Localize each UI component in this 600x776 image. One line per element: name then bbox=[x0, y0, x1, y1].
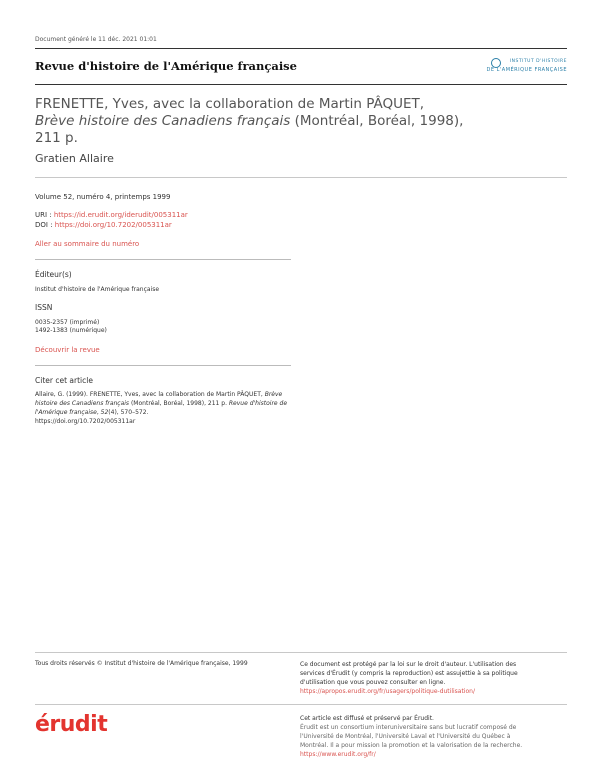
citation-text bbox=[35, 390, 295, 426]
toc-link[interactable]: Aller au sommaire du numéro bbox=[35, 240, 140, 248]
journal-title: Revue d'histoire de l'Amérique française bbox=[35, 59, 297, 73]
copyright-notice bbox=[300, 660, 565, 696]
citation-book: Brève histoire des Canadiens français bbox=[35, 391, 283, 407]
title-publisher: (Montréal, Boréal, 1998), bbox=[290, 113, 464, 129]
seal-line2: DE L'AMÉRIQUE FRANÇAISE bbox=[486, 67, 567, 73]
copyright-line3: d'utilisation que vous pouvez consulter en ligne. bbox=[300, 679, 446, 686]
doi-link[interactable]: https://doi.org/10.7202/005311ar bbox=[54, 221, 172, 229]
about-line1: Érudit est un consortium interuniversitaire sans but lucratif composé de bbox=[300, 724, 517, 731]
uri-line bbox=[35, 211, 188, 219]
title-line2 bbox=[35, 113, 555, 130]
publisher-name: Institut d'histoire de l'Amérique française bbox=[35, 286, 160, 293]
citation-journal: Revue d'histoire de l'Amérique française bbox=[35, 400, 288, 416]
diffused-line: Cet article est diffusé et préservé par Érudit. bbox=[300, 715, 434, 722]
erudit-about bbox=[300, 714, 565, 759]
citation-url: https://doi.org/10.7202/005311ar bbox=[35, 418, 136, 425]
issn-label: ISSN bbox=[35, 303, 53, 312]
copyright-line1: Ce document est protégé par la loi sur le droit d'auteur. L'utilisation des bbox=[300, 661, 517, 668]
institute-logo bbox=[487, 57, 567, 79]
cite-label: Citer cet article bbox=[35, 376, 93, 385]
citation-part1: Allaire, G. (1999). FRENETTE, Yves, avec la collaboration de Martin PÂQUET, bbox=[35, 391, 263, 398]
citation-part2: (Montréal, Boréal, 1998), 211 p. bbox=[129, 400, 229, 407]
policy-link[interactable]: https://apropos.erudit.org/fr/usagers/politique-dutilisation/ bbox=[300, 688, 475, 695]
erudit-link[interactable]: https://www.erudit.org/fr/ bbox=[300, 751, 376, 758]
citation-part4: (4), 570–572. bbox=[108, 409, 149, 416]
issn-print: 0035-2357 (imprimé) bbox=[35, 319, 100, 326]
section-rule bbox=[35, 259, 291, 260]
publisher-label: Éditeur(s) bbox=[35, 270, 72, 279]
author-name: Gratien Allaire bbox=[35, 152, 114, 165]
erudit-logo: érudit bbox=[35, 712, 108, 737]
doi-label: DOI : bbox=[35, 221, 55, 229]
footer-rule bbox=[35, 652, 567, 653]
top-rule bbox=[35, 48, 567, 49]
citation-part3: , bbox=[96, 409, 101, 416]
seal-line1: INSTITUT D'HISTOIRE bbox=[509, 59, 567, 64]
about-line3: Montréal. Il a pour mission la promotion et la valorisation de la recherche. bbox=[300, 742, 523, 749]
volume-info: Volume 52, numéro 4, printemps 1999 bbox=[35, 193, 171, 201]
doi-line bbox=[35, 221, 172, 229]
uri-link[interactable]: https://id.erudit.org/iderudit/005311ar bbox=[53, 211, 188, 219]
issn-digital: 1492-1383 (numérique) bbox=[35, 327, 107, 334]
book-title: Brève histoire des Canadiens français bbox=[35, 113, 291, 129]
generated-date: Document généré le 11 déc. 2021 01:01 bbox=[35, 36, 157, 43]
discover-link[interactable]: Découvrir la revue bbox=[35, 346, 100, 354]
section-rule-2 bbox=[35, 365, 291, 366]
copyright-line2: services d'Érudit (y compris la reproduction) est assujettie à sa politique bbox=[300, 670, 518, 677]
rights-notice: Tous droits réservés © Institut d'histoire de l'Amérique française, 1999 bbox=[35, 660, 248, 667]
about-line2: l'Université de Montréal, l'Université Laval et l'Université du Québec à bbox=[300, 733, 511, 740]
header-rule bbox=[35, 84, 567, 85]
author-rule bbox=[35, 177, 567, 178]
title-line1: FRENETTE, Yves, avec la collaboration de Martin PÂQUET, bbox=[35, 96, 425, 112]
footer-rule-2 bbox=[35, 704, 567, 705]
article-title bbox=[35, 96, 555, 147]
uri-label: URI : bbox=[35, 211, 54, 219]
title-line3: 211 p. bbox=[35, 130, 78, 146]
citation-volume: 52 bbox=[100, 409, 109, 416]
